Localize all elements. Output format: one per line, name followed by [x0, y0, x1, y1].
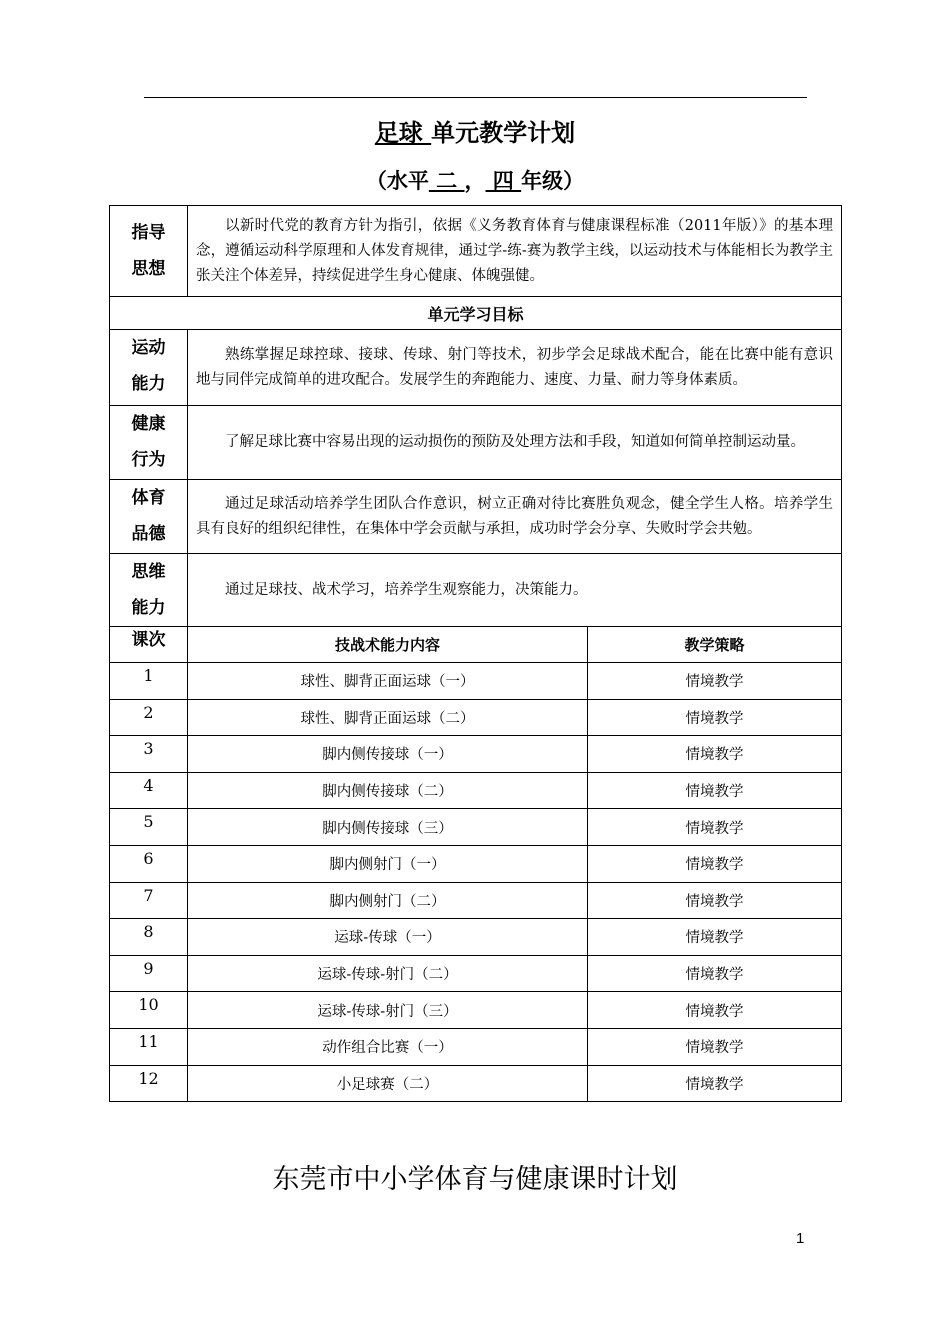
page-title	[0, 113, 950, 148]
lesson-num: 5	[110, 809, 188, 846]
table-row	[110, 809, 842, 846]
subtitle-comma: ，	[464, 169, 486, 193]
lesson-content: 脚内侧射门（二）	[188, 882, 588, 919]
goal-text: 通过足球技、战术学习，培养学生观察能力，决策能力。	[188, 554, 842, 627]
goal-row	[110, 406, 842, 480]
goal-row	[110, 480, 842, 554]
goals-heading: 单元学习目标	[110, 297, 842, 330]
title-sport: 足球	[374, 119, 432, 147]
goal-text: 熟练掌握足球控球、接球、传球、射门等技术，初步学会足球战术配合，能在比赛中能有意识地与同伴完成简单的进攻配合。发展学生的奔跑能力、速度、力量、耐力等身体素质。	[188, 330, 842, 406]
guiding-label-1: 指导	[131, 223, 166, 243]
subtitle-close: 年级）	[521, 169, 585, 193]
goal-label-2: 行为	[131, 450, 166, 470]
lesson-strategy: 情境教学	[588, 919, 842, 956]
subtitle-level: 二	[428, 169, 465, 193]
next-plan-title: 东莞市中小学体育与健康课时计划	[272, 1164, 678, 1195]
col-header-num: 课次	[110, 627, 188, 663]
lesson-strategy: 情境教学	[588, 1065, 842, 1102]
lesson-strategy: 情境教学	[588, 809, 842, 846]
lesson-content: 运球-传球-射门（二）	[188, 955, 588, 992]
lesson-content: 动作组合比赛（一）	[188, 1028, 588, 1065]
lesson-num: 8	[110, 919, 188, 956]
lesson-num: 6	[110, 845, 188, 882]
goal-label	[110, 554, 188, 627]
lesson-content: 小足球赛（二）	[188, 1065, 588, 1102]
lesson-num: 12	[110, 1065, 188, 1102]
lesson-content: 脚内侧传接球（二）	[188, 772, 588, 809]
table-row	[110, 882, 842, 919]
table-row	[110, 992, 842, 1029]
lesson-num: 9	[110, 955, 188, 992]
table-row	[110, 955, 842, 992]
goal-text: 了解足球比赛中容易出现的运动损伤的预防及处理方法和手段，知道如何简单控制运动量。	[188, 406, 842, 480]
goal-label-1: 健康	[131, 414, 166, 434]
subtitle-open: （水平	[365, 169, 429, 193]
goal-label	[110, 330, 188, 406]
table-row	[110, 1065, 842, 1102]
goal-row	[110, 554, 842, 627]
goal-row	[110, 330, 842, 406]
unit-plan-table	[109, 205, 842, 1102]
page-number: 1	[796, 1230, 805, 1247]
lesson-strategy: 情境教学	[588, 992, 842, 1029]
lesson-content: 球性、脚背正面运球（二）	[188, 699, 588, 736]
page-subtitle	[0, 165, 950, 195]
lesson-num: 3	[110, 736, 188, 773]
lesson-strategy: 情境教学	[588, 772, 842, 809]
lesson-num: 2	[110, 699, 188, 736]
lesson-content: 运球-传球（一）	[188, 919, 588, 956]
lesson-num: 10	[110, 992, 188, 1029]
lesson-strategy: 情境教学	[588, 845, 842, 882]
table-row	[110, 772, 842, 809]
header-rule	[144, 97, 807, 98]
lesson-strategy: 情境教学	[588, 1028, 842, 1065]
goal-text: 通过足球活动培养学生团队合作意识，树立正确对待比赛胜负观念，健全学生人格。培养学生具有良好的组织纪律性，在集体中学会贡献与承担，成功时学会分享、失败时学会共勉。	[188, 480, 842, 554]
goals-heading-row	[110, 297, 842, 330]
table-row	[110, 919, 842, 956]
guiding-text: 以新时代党的教育方针为指引，依据《义务教育体育与健康课程标准（2011年版）》的基本理念，遵循运动科学原理和人体发育规律，通过学-练-赛为教学主线，以运动技术与体能相长为教学主张关注个体差异，持续促进学生身心健康、体魄强健。	[188, 206, 842, 297]
goal-label-2: 能力	[131, 598, 166, 618]
goal-label-1: 体育	[131, 488, 166, 508]
lesson-num: 11	[110, 1028, 188, 1065]
title-rest: 单元教学计划	[431, 119, 576, 147]
lesson-content: 脚内侧射门（一）	[188, 845, 588, 882]
lesson-num: 7	[110, 882, 188, 919]
lessons-header-row	[110, 627, 842, 663]
lesson-strategy: 情境教学	[588, 882, 842, 919]
lesson-content: 球性、脚背正面运球（一）	[188, 663, 588, 700]
lesson-strategy: 情境教学	[588, 663, 842, 700]
lesson-content: 脚内侧传接球（一）	[188, 736, 588, 773]
lesson-strategy: 情境教学	[588, 955, 842, 992]
guiding-label-2: 思想	[131, 259, 166, 279]
guiding-label	[110, 206, 188, 297]
lesson-strategy: 情境教学	[588, 736, 842, 773]
subtitle-grade: 四	[485, 169, 522, 193]
goal-label-1: 思维	[131, 562, 166, 582]
table-row	[110, 736, 842, 773]
goal-label-1: 运动	[131, 338, 166, 358]
table-row	[110, 699, 842, 736]
col-header-content: 技战术能力内容	[188, 627, 588, 663]
lesson-num: 4	[110, 772, 188, 809]
lesson-strategy: 情境教学	[588, 699, 842, 736]
table-row	[110, 663, 842, 700]
table-row	[110, 1028, 842, 1065]
table-row	[110, 845, 842, 882]
goal-label	[110, 480, 188, 554]
goal-label	[110, 406, 188, 480]
guiding-row	[110, 206, 842, 297]
lesson-content: 脚内侧传接球（三）	[188, 809, 588, 846]
col-header-strategy: 教学策略	[588, 627, 842, 663]
lesson-num: 1	[110, 663, 188, 700]
lesson-content: 运球-传球-射门（三）	[188, 992, 588, 1029]
goal-label-2: 能力	[131, 374, 166, 394]
goal-label-2: 品德	[131, 524, 166, 544]
